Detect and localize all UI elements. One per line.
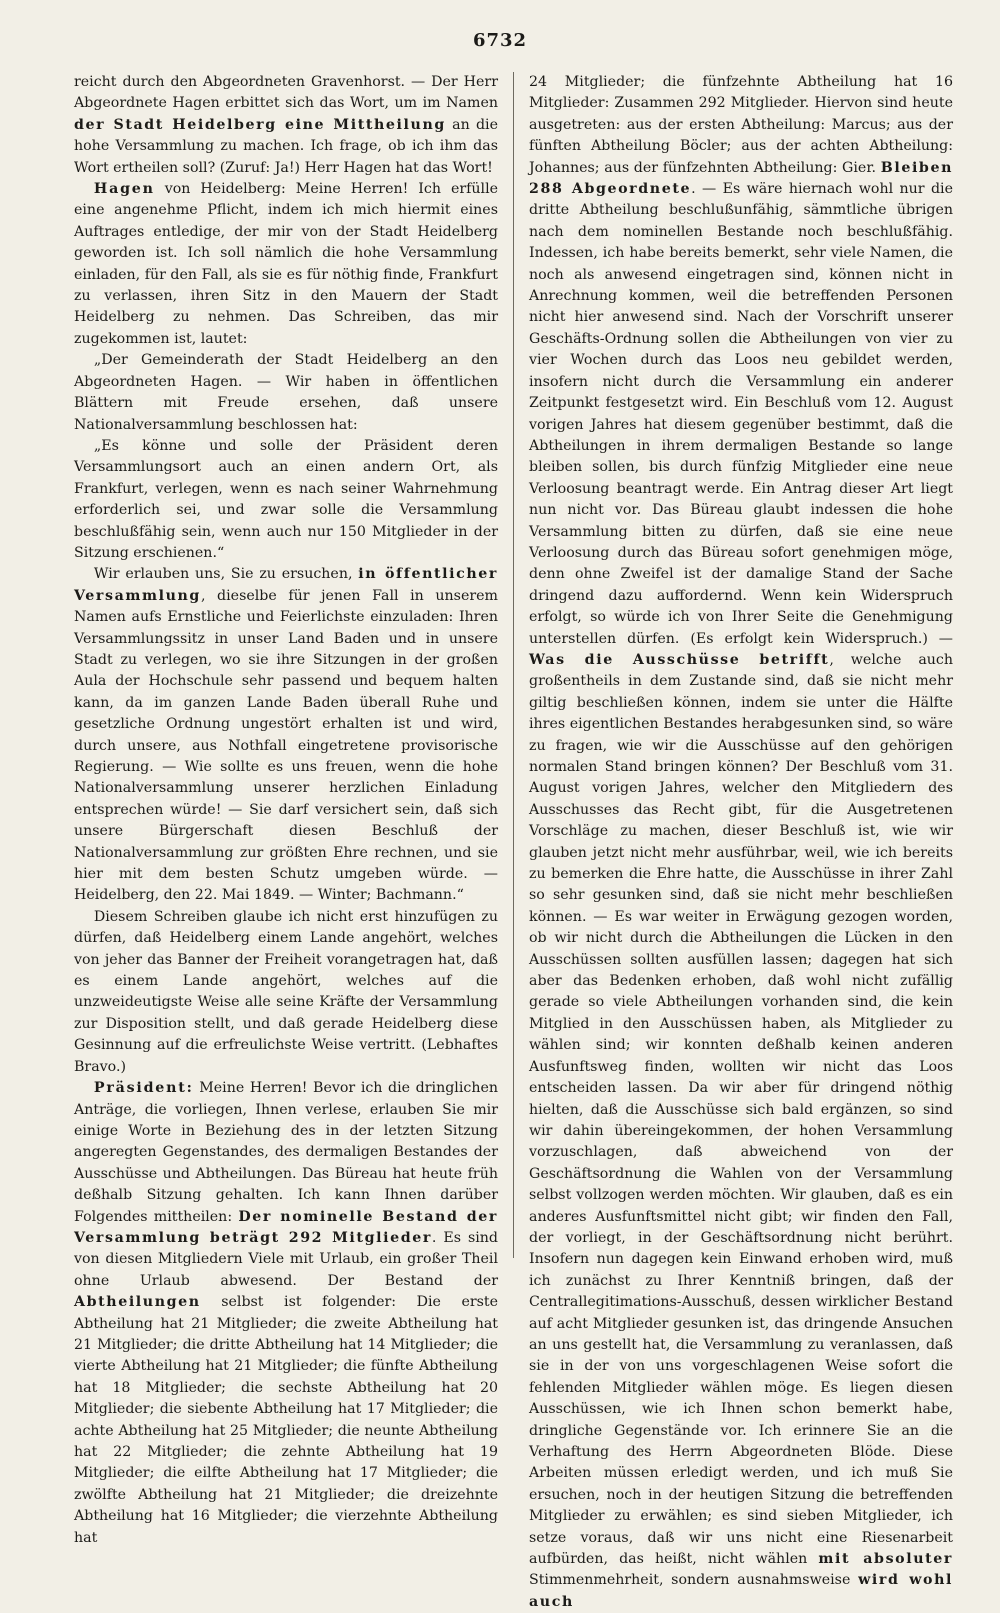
text-run: 24 Mitglieder; die fünfzehnte Abtheilung hat 16 Mitglieder: Zusammen 292 Mitglieder. Hiervon sind heute ausgetreten: aus der ersten Abtheilung: Marcus; aus der fünften Abtheilung Böcler; aus der achten Abtheilung: Johannes; aus der fünfzehnten Abtheilung: Gier. — [529, 74, 953, 176]
text-run: Stimmenmehrheit, sondern ausnahmsweise — [529, 1572, 859, 1589]
page-number: 6732 — [472, 30, 528, 51]
emphasis-text: Bleiben 288 Abgeordnete — [529, 159, 953, 198]
emphasis-text: der Stadt Heidelberg eine Mittheilung — [74, 116, 446, 133]
speaker-name: Präsident: — [93, 1080, 194, 1097]
text-run: , dieselbe für jenen Fall in unserem Namen aufs Ernstliche und Feierlichste einzuladen: Ihren Versammlungssitz in unser Land Baden und in unsere Stadt zu verlegen, wo sie ihre Sitzungen in der großen Aula der Hochschule sehr passend und bequem halten kann, da im ganzen Lande Baden überall Ruhe und gesetzliche Ordnung ungestört erhalten ist und wird, durch unsere, aus Nothfall eingetretene provisorische Regierung. — Wie sollte es uns freuen, wenn die hohe Nationalversammlung unserer herzlichen Einladung entsprechen würde! — Sie darf versichert sein, daß sich unsere Bürgerschaft diesen Beschluß der Nationalversammlung zur größten Ehre rechnen, und sie hier mit dem besten Schutz umgeben würde. — Heidelberg, den 22. Mai 1849. — Winter; Bachmann.“ — [74, 587, 498, 904]
emphasis-text: Abtheilungen — [74, 1294, 201, 1311]
text-run: . Es sind von diesen Mitgliedern Viele mit Urlaub, ein großer Theil ohne Urlaub abwesend. Der Bestand der — [74, 1229, 498, 1289]
paragraph-resolution-quote: „Es könne und solle der Präsident deren Versammlungsort auch an einen andern Ort, als Frankfurt, verlegen, wenn es nach seiner Wahrnehmung erforderlich sei, und zwar solle die Versammlung beschlußfähig sein, wenn auch nur 150 Mitglieder in der Sitzung erschienen.“ — [74, 437, 498, 561]
speaker-name: Hagen — [93, 181, 155, 198]
emphasis-text: Was die Ausschüsse betrifft — [529, 651, 830, 668]
text-run: Wir erlauben uns, Sie zu ersuchen, — [93, 566, 359, 583]
right-column — [529, 72, 954, 1610]
paragraph-hagen-speech — [74, 179, 498, 350]
paragraph-letter-opening: „Der Gemeinderath der Stadt Heidelberg an den Abgeordneten Hagen. — Wir haben in öffentlichen Blättern mit Freude ersehen, daß unsere Nationalversammlung beschlossen hat: — [74, 352, 498, 433]
text-run: selbst ist folgender: Die erste Abtheilung hat 21 Mitglieder; die zweite Abtheilung hat 21 Mitglieder; die dritte Abtheilung hat 14 Mitglieder; die vierte Abtheilung hat 21 Mitglieder; die fünfte Abtheilung hat 18 Mitglieder; die sechste Abtheilung hat 20 Mitglieder; die siebente Abtheilung hat 17 Mitglieder; die achte Abtheilung hat 25 Mitglieder; die neunte Abtheilung hat 22 Mitglieder; die zehnte Abtheilung hat 19 Mitglieder; die eilfte Abtheilung hat 17 Mitglieder; die zwölfte Abtheilung hat 21 Mitglieder; die dreizehnte Abtheilung hat 16 Mitglieder; die vierzehnte Abtheilung hat — [74, 1294, 498, 1546]
text-run: , welche auch großentheils in dem Zustande sind, daß sie nicht mehr giltig beschließen können, indem sie unter die Hälfte ihres eigentlichen Bestandes herabgesunken sind, so wäre zu fragen, wie wir die Ausschüsse auf den gehörigen normalen Stand bringen können? Der Beschluß vom 31. August vorigen Jahres, welcher den Mitgliedern des Ausschusses das Recht gibt, für die Ausgetretenen Vorschläge zu machen, dieser Beschluß ist, wie wir glauben jetzt nicht mehr ausführbar, weil, wie ich bereits zu bemerken die Ehre hatte, die Ausschüsse in ihrer Zahl so sehr gesunken sind, daß sie nicht mehr beschließen können. — Es war weiter in Erwägung gezogen worden, ob wir nicht durch die Abtheilungen die Lücken in den Ausschüssen sollten ausfüllen lassen; dagegen hat sich aber das Bedenken erhoben, daß wohl nicht zufällig gerade so viele Abtheilungen vorhanden sind, die kein Mitglied in den Ausschüssen haben, als Mitglieder zu wählen sind; wir konnten deßhalb keinen anderen Ausfunftsweg finden, wollten wir nicht das Loos entscheiden lassen. Da wir aber für dringend nöthig hielten, daß die Ausschüsse sich bald ergänzen, so sind wir dahin übereingekommen, der hohen Versammlung vorzuschlagen, daß abweichend von der Geschäftsordnung die Wahlen von der Versammlung selbst vollzogen werden möchten. Wir glauben, daß es ein anderes Ausfunftsmittel nicht gibt; wir finden den Fall, der vorliegt, in der Geschäftsordnung nicht berührt. Insofern nun dagegen kein Einwand erhoben wird, muß ich zunächst zu Ihrer Kenntniß bringen, daß der Centrallegitimations-Ausschuß, dessen wirklicher Bestand auf acht Mitglieder gesunken ist, das dringende Ansuchen an uns gestellt hat, die Versammlung zu veranlassen, daß sie in der von uns vorgeschlagenen Weise sofort die fehlenden Mitglieder wählen möge. Es liegen diesen Ausschüssen, wie ich Ihnen schon bemerkt habe, dringliche Gegenstände vor. Ich erinnere Sie an die Verhaftung des Herrn Abgeordneten Blöde. Diese Arbeiten müssen erledigt werden, und ich muß Sie ersuchen, noch in der heutigen Sitzung die betreffenden Mitglieder zu erwählen; es sind sieben Mitglieder, ich setze voraus, daß wir uns nicht eine Riesenarbeit aufbürden, das heißt, nicht wählen — [529, 651, 953, 1568]
paragraph-intro — [74, 72, 498, 179]
left-column — [74, 72, 499, 1546]
emphasis-text: Der nominelle Bestand der Versammlung beträgt 292 Mitglieder — [74, 1208, 499, 1246]
column-divider — [513, 72, 514, 1258]
text-run: . — Es wäre hiernach wohl nur die dritte Abtheilung beschlußunfähig, sämmtliche übrigen nach dem nominellen Bestande noch beschlußfähig. Indessen, ich habe bereits bemerkt, sehr viele Namen, die noch als anwesend eingetragen sind, können nicht in Anrechnung kommen, weil die betreffenden Personen nicht hier anwesend sind. Nach der Vorschrift unserer Geschäfts-Ordnung sollen die Abtheilungen von vier zu vier Wochen durch das Loos neu gebildet werden, insofern nicht durch die Versammlung ein anderer Zeitpunkt festgesetzt wird. Ein Beschluß vom 12. August vorigen Jahres hat diesem gegenüber bestimmt, daß die Abtheilungen in ihrem dermaligen Bestande so lange bleiben sollen, bis durch fünfzig Mitglieder eine neue Verloosung beantragt werde. Ein Antrag dieser Art liegt nun nicht vor. Das Büreau glaubt indessen die hohe Versammlung bitten zu dürfen, daß sie eine neue Verloosung durch das Büreau sofort genehmigen möge, denn ohne Zweifel ist der damalige Stand der Sache dringend dazu auffordernd. Wenn kein Widerspruch erfolgt, so würde ich von Ihrer Seite die Genehmigung unterstellen dürfen. (Es erfolgt kein Widerspruch.) — — [529, 181, 953, 647]
text-run: Meine Herren! Bevor ich die dringlichen Anträge, die vorliegen, Ihnen verlese, erlauben Sie mir einige Worte in Beziehung des in der letzten Sitzung angeregten Gegenstandes, des dermaligen Bestandes der Ausschüsse und Abtheilungen. Das Büreau hat heute früh deßhalb Sitzung gehalten. Ich kann Ihnen darüber Folgendes mittheilen: — [74, 1080, 498, 1225]
emphasis-text: in öffentlicher Versammlung — [74, 566, 498, 604]
paragraph-commentary: Diesem Schreiben glaube ich nicht erst hinzufügen zu dürfen, daß Heidelberg einem Lande angehört, welches von jeher das Banner der Freiheit vorangetragen hat, daß es einem Lande angehört, welches auf die unzweideutigste Weise alle seine Kräfte der Versammlung zur Disposition stellt, und daß gerade Heidelberg diese Gesinnung auf die erfreulichste Weise vertritt. (Lebhaftes Bravo.) — [74, 908, 498, 1075]
text-run: von Heidelberg: Meine Herren! Ich erfülle eine angenehme Pflicht, indem ich mich hiermit eines Auftrages entledige, der mir von der Stadt Heidelberg geworden ist. Ich soll nämlich die hohe Versammlung einladen, für den Fall, als sie es für nöthig finde, Frankfurt zu verlassen, ihren Sitz in den Mauern der Stadt Heidelberg zu nehmen. Das Schreiben, das mir zugekommen ist, lautet: — [74, 181, 498, 347]
text-run: an die hohe Versammlung zu machen. Ich frage, ob ich ihm das Wort ertheilen soll? (Zuruf: Ja!) Herr Hagen hat das Wort! — [74, 116, 498, 176]
paragraph-invitation — [74, 564, 498, 907]
text-run: reicht durch den Abgeordneten Gravenhorst. — Der Herr Abgeordnete Hagen erbittet sich das Wort, um im Namen — [74, 74, 498, 112]
paragraph-continuation — [529, 72, 953, 1613]
emphasis-text: wird wohl auch — [529, 1572, 954, 1610]
emphasis-text: mit absoluter — [818, 1551, 953, 1568]
paragraph-president-speech — [74, 1078, 498, 1549]
